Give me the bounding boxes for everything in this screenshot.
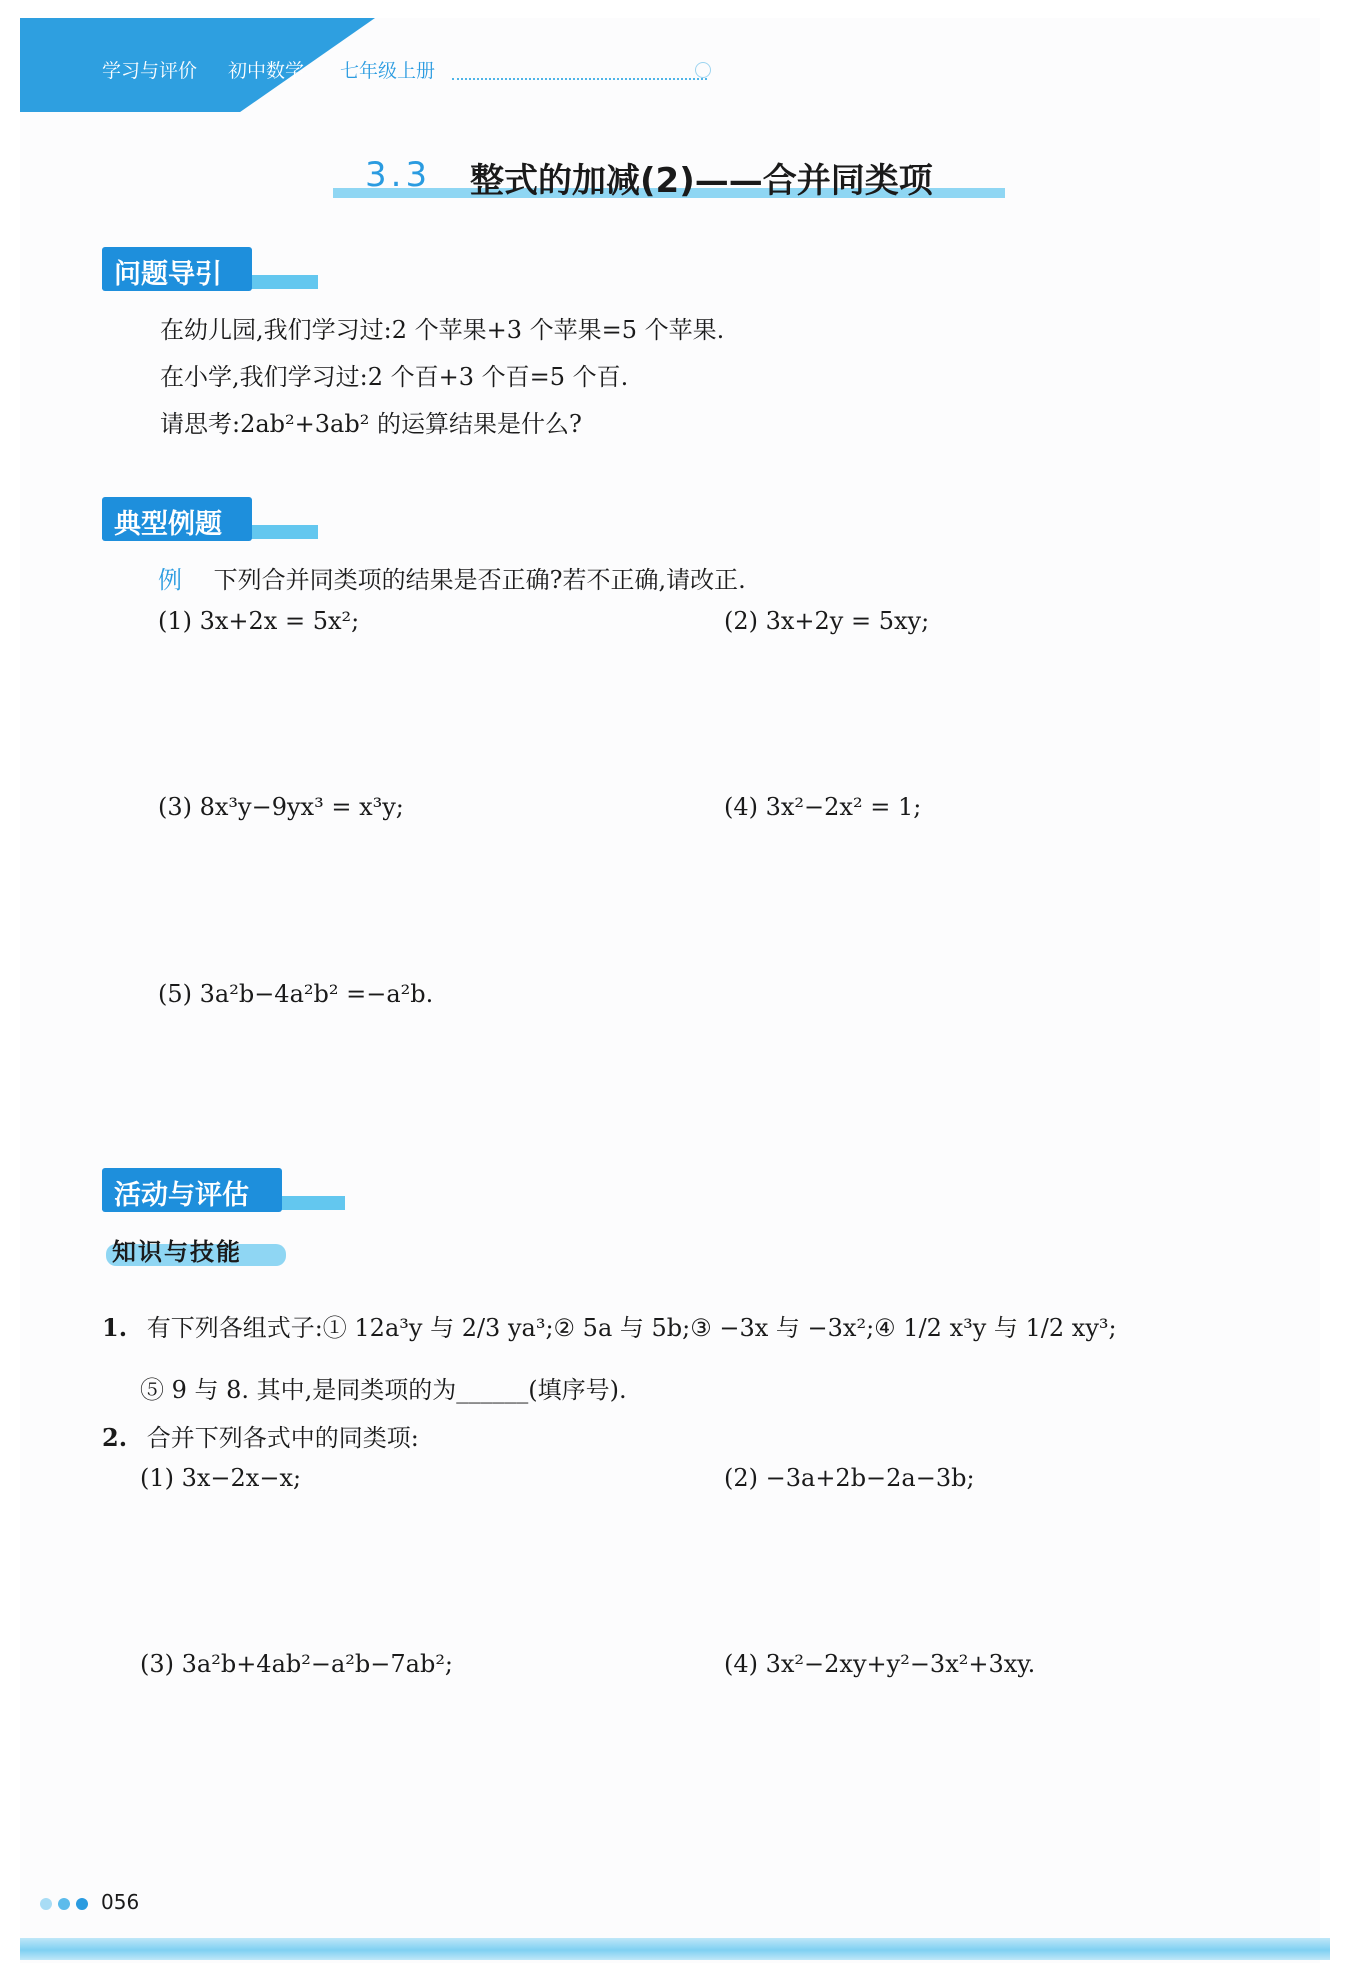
label-text: 典型例题 <box>114 509 222 540</box>
example-item-1: (1) 3x+2x = 5x²; <box>158 607 360 635</box>
sublabel-text: 知识与技能 <box>112 1238 242 1266</box>
header-dotted-line <box>452 78 707 80</box>
header-subject: 初中数学 <box>228 60 305 82</box>
section-number: 3.3 <box>365 155 432 195</box>
dot-3 <box>76 1898 88 1910</box>
example-item-5: (5) 3a²b−4a²b² =−a²b. <box>158 980 434 1008</box>
example-item-3: (3) 8x³y−9yx³ = x³y; <box>158 793 404 821</box>
dot-1 <box>40 1898 52 1910</box>
header-book: 学习与评价 <box>102 60 198 82</box>
page-number: 056 <box>101 1890 140 1914</box>
intro-line-2: 在小学,我们学习过:2 个百+3 个百=5 个百. <box>160 363 629 391</box>
question-2-item-4: (4) 3x²−2xy+y²−3x²+3xy. <box>724 1650 1036 1678</box>
footer-bar <box>20 1938 1330 1960</box>
label-text: 问题导引 <box>114 259 222 290</box>
intro-line-3: 请思考:2ab²+3ab² 的运算结果是什么? <box>160 410 582 438</box>
dot-2 <box>58 1898 70 1910</box>
question-1-line-2: ⑤ 9 与 8. 其中,是同类项的为______(填序号). <box>140 1376 627 1404</box>
example-item-2: (2) 3x+2y = 5xy; <box>724 607 930 635</box>
example-prefix: 例 <box>158 566 182 594</box>
question-1-line-1 <box>102 1308 1117 1343</box>
question-1-text: 有下列各组式子:① 12a³y 与 2/3 ya³;② 5a 与 5b;③ −3x 与 −3x²;④ 1/2 x³y 与 1/2 xy³; <box>146 1314 1117 1342</box>
header-grade: 七年级上册 <box>340 60 436 82</box>
example-item-4: (4) 3x²−2x² = 1; <box>724 793 922 821</box>
question-2-item-1: (1) 3x−2x−x; <box>140 1464 302 1492</box>
question-2-item-3: (3) 3a²b+4ab²−a²b−7ab²; <box>140 1650 454 1678</box>
header-circle-ornament <box>695 62 711 78</box>
question-2-item-2: (2) −3a+2b−2a−3b; <box>724 1464 975 1492</box>
question-2 <box>102 1418 419 1453</box>
question-2-text: 合并下列各式中的同类项: <box>146 1424 419 1452</box>
label-text: 活动与评估 <box>114 1180 249 1211</box>
page-title: 整式的加减(2)——合并同类项 <box>470 161 933 201</box>
question-1-number: 1. <box>102 1313 128 1342</box>
question-2-number: 2. <box>102 1423 128 1452</box>
intro-line-1: 在幼儿园,我们学习过:2 个苹果+3 个苹果=5 个苹果. <box>160 316 725 344</box>
example-text: 下列合并同类项的结果是否正确?若不正确,请改正. <box>213 566 746 594</box>
example-prompt <box>158 560 746 595</box>
